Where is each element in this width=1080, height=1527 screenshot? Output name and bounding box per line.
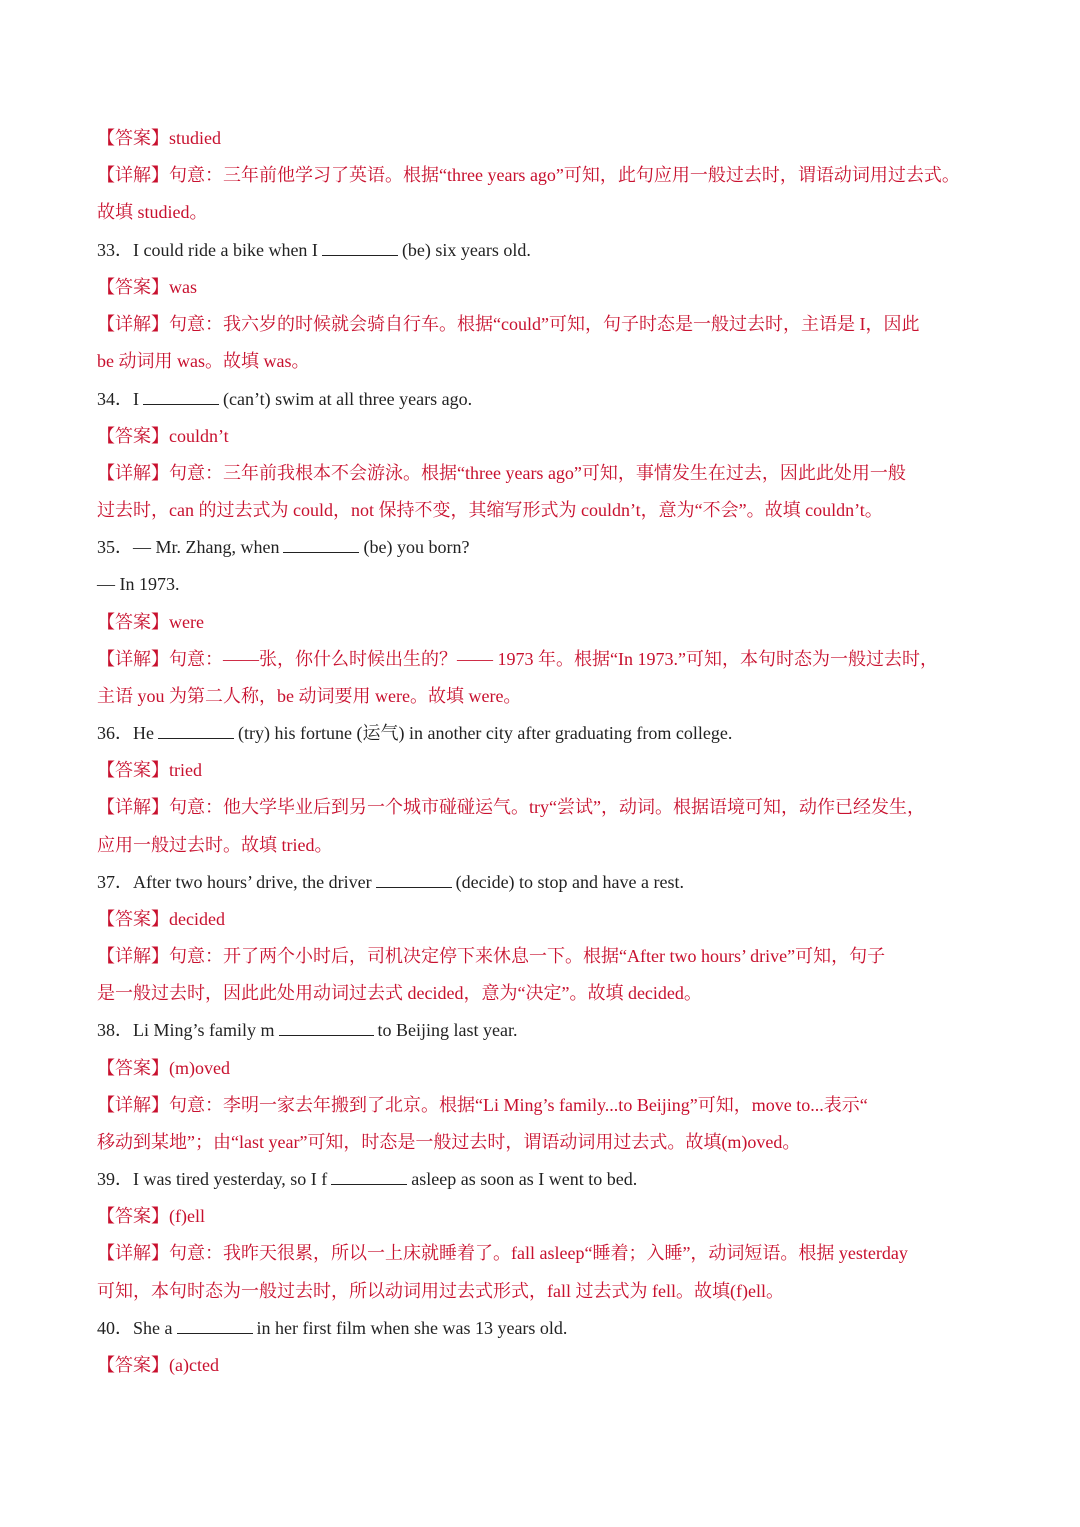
answer-line: 【答案】(a)cted [97, 1355, 219, 1375]
question-35: 35．— Mr. Zhang, when (be) you born? [97, 529, 997, 566]
question-38: 38．Li Ming’s family m to Beijing last year. [97, 1012, 997, 1049]
explanation-line: 【详解】句意：三年前他学习了英语。根据“three years ago”可知，此句应用一般过去时，谓语动词用过去式。 [97, 165, 960, 185]
fill-blank [279, 1013, 374, 1036]
explanation-line: 主语 you 为第二人称，be 动词要用 were。故填 were。 [97, 686, 522, 706]
question-39: 39．I was tired yesterday, so I f asleep as soon as I went to bed. [97, 1161, 997, 1198]
explanation-line: 【详解】句意：我六岁的时候就会骑自行车。根据“could”可知，句子时态是一般过去时，主语是 I，因此 [97, 314, 920, 334]
fill-blank [322, 233, 398, 256]
explanation-line: 【详解】句意：李明一家去年搬到了北京。根据“Li Ming’s family...to Beijing”可知，move to...表示“ [97, 1095, 868, 1115]
explanation-line: 故填 studied。 [97, 202, 208, 222]
answer-line: 【答案】studied [97, 128, 221, 148]
answer-line: 【答案】(m)oved [97, 1058, 230, 1078]
answer-line: 【答案】tried [97, 760, 202, 780]
explanation-line: 过去时，can 的过去式为 could，not 保持不变，其缩写形式为 couldn’t，意为“不会”。故填 couldn’t。 [97, 500, 883, 520]
explanation-line: 应用一般过去时。故填 tried。 [97, 835, 333, 855]
question-35-reply: — In 1973. [97, 574, 180, 594]
fill-blank [376, 865, 452, 888]
answer-line: 【答案】decided [97, 909, 225, 929]
answer-line: 【答案】couldn’t [97, 426, 229, 446]
fill-blank [331, 1162, 407, 1185]
answer-line: 【答案】was [97, 277, 197, 297]
explanation-line: 移动到某地”；由“last year”可知，时态是一般过去时，谓语动词用过去式。故填(m)oved。 [97, 1132, 801, 1152]
answer-line: 【答案】were [97, 612, 204, 632]
question-34: 34．I (can’t) swim at all three years ago. [97, 381, 997, 418]
explanation-line: be 动词用 was。故填 was。 [97, 351, 310, 371]
fill-blank [283, 530, 359, 553]
question-33: 33．I could ride a bike when I (be) six years old. [97, 232, 997, 269]
fill-blank [143, 382, 219, 405]
explanation-line: 【详解】句意：他大学毕业后到另一个城市碰碰运气。try“尝试”，动词。根据语境可知，动作已经发生， [97, 797, 925, 817]
fill-blank [177, 1311, 253, 1334]
answer-line: 【答案】(f)ell [97, 1206, 205, 1226]
question-36: 36．He (try) his fortune (运气) in another city after graduating from college. [97, 715, 997, 752]
fill-blank [158, 716, 234, 739]
question-37: 37．After two hours’ drive, the driver (decide) to stop and have a rest. [97, 864, 997, 901]
explanation-line: 【详解】句意：——张，你什么时候出生的？—— 1973 年。根据“In 1973.”可知，本句时态为一般过去时， [97, 649, 938, 669]
explanation-line: 【详解】句意：三年前我根本不会游泳。根据“three years ago”可知，事情发生在过去，因此此处用一般 [97, 463, 906, 483]
explanation-line: 【详解】句意：开了两个小时后，司机决定停下来休息一下。根据“After two hours’ drive”可知，句子 [97, 946, 886, 966]
explanation-line: 可知，本句时态为一般过去时，所以动词用过去式形式，fall 过去式为 fell。故填(f)ell。 [97, 1281, 784, 1301]
explanation-line: 【详解】句意：我昨天很累，所以一上床就睡着了。fall asleep“睡着；入睡”，动词短语。根据 yesterday [97, 1243, 908, 1263]
question-40: 40．She a in her first film when she was 13 years old. [97, 1310, 997, 1347]
explanation-line: 是一般过去时，因此此处用动词过去式 decided，意为“决定”。故填 decided。 [97, 983, 702, 1003]
